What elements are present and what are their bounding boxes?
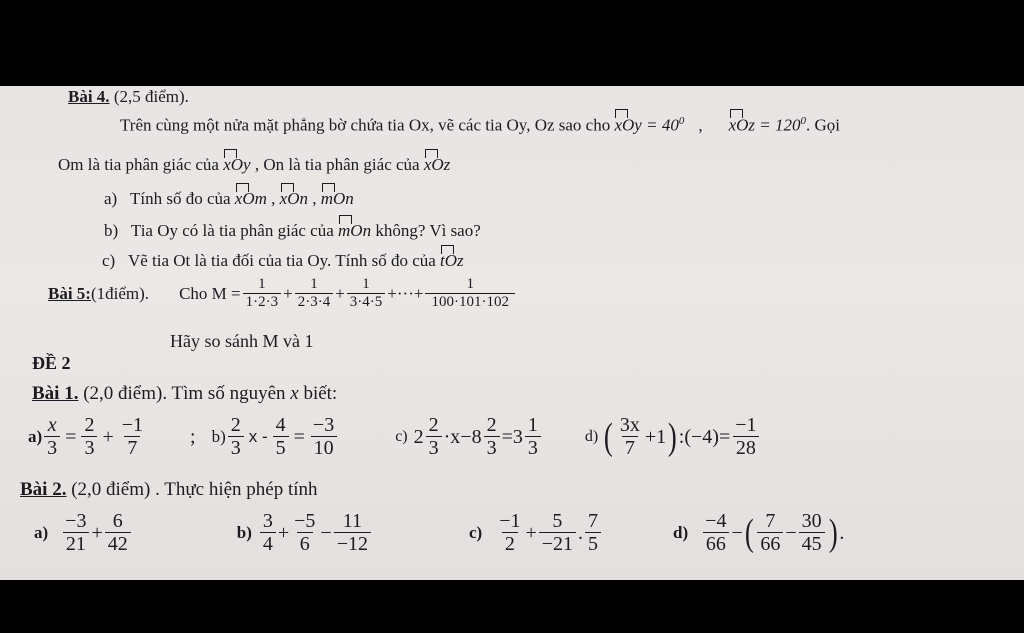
fraction bbox=[310, 414, 337, 459]
fraction bbox=[243, 276, 282, 310]
expr-c-label: c) bbox=[468, 523, 483, 542]
denominator: 45 bbox=[799, 532, 825, 555]
numerator: 1 bbox=[258, 276, 266, 292]
denominator: 66 bbox=[703, 532, 729, 555]
numerator: 3x bbox=[619, 414, 640, 436]
bai1-equations bbox=[28, 414, 762, 459]
numerator: 4 bbox=[275, 414, 286, 436]
numerator: 6 bbox=[112, 510, 123, 532]
denominator: 5 bbox=[585, 532, 601, 555]
numerator: 5 bbox=[552, 510, 563, 532]
bai1-rest2: biết: bbox=[298, 383, 338, 404]
plus-sign: + bbox=[283, 283, 293, 303]
fraction bbox=[119, 414, 146, 459]
item-b-label: b) bbox=[104, 221, 119, 240]
item-c-label: c) bbox=[102, 251, 116, 270]
bai2-title bbox=[20, 480, 318, 499]
denominator: 1·2·3 bbox=[243, 293, 282, 311]
fraction bbox=[425, 276, 515, 310]
angle-xoy-text: xOy = 40 bbox=[614, 115, 679, 135]
numerator: 2 bbox=[428, 414, 439, 436]
angle-xoz-text: xOz = 120 bbox=[728, 115, 801, 135]
denominator: 21 bbox=[63, 532, 89, 555]
angle-toz: tOz bbox=[440, 251, 464, 270]
minus-sign: − bbox=[731, 521, 743, 544]
bai4-heading: Bài 4. bbox=[68, 87, 110, 106]
denominator: 42 bbox=[105, 532, 131, 555]
degree-2: 0 bbox=[800, 115, 806, 127]
item-a-text: Tính số đo của bbox=[129, 189, 235, 208]
variable-x-minus: x - bbox=[248, 427, 268, 446]
fraction bbox=[334, 510, 371, 555]
mixed-number bbox=[414, 414, 444, 459]
fraction bbox=[539, 510, 576, 555]
divide-minus-four: :(−4)= bbox=[678, 425, 731, 448]
numerator: 30 bbox=[801, 510, 822, 532]
eq-d-label: d) bbox=[584, 427, 599, 445]
numerator: 7 bbox=[765, 510, 776, 532]
equals-three: =3 bbox=[501, 425, 523, 448]
numerator: −4 bbox=[705, 510, 727, 532]
item-a-label: a) bbox=[104, 189, 118, 208]
left-paren: ( bbox=[604, 415, 613, 458]
bai4-intro bbox=[120, 116, 840, 134]
denominator: 2·3·4 bbox=[295, 293, 334, 311]
variable-x: x bbox=[290, 383, 299, 404]
denominator: 3 bbox=[484, 436, 500, 459]
equals-sign: = bbox=[65, 425, 77, 448]
right-paren: ) bbox=[668, 415, 677, 458]
intro-suffix: . Gọi bbox=[806, 115, 840, 135]
denominator: 2 bbox=[502, 532, 518, 555]
expr-a-label: a) bbox=[34, 523, 49, 542]
denominator: 3·4·5 bbox=[347, 293, 386, 311]
fraction bbox=[105, 510, 131, 555]
bai2-heading: Bài 2. bbox=[20, 479, 67, 500]
sep-a1: , bbox=[266, 189, 280, 208]
numerator: −1 bbox=[499, 510, 521, 532]
numerator: −5 bbox=[294, 510, 316, 532]
angle-xon: xOn bbox=[279, 189, 308, 208]
fraction bbox=[617, 414, 643, 459]
bai4-item-c bbox=[102, 252, 464, 269]
denominator: 3 bbox=[81, 436, 97, 459]
plus-sign: + bbox=[525, 521, 537, 544]
numerator: −3 bbox=[312, 414, 335, 436]
bai5-cho: Cho M = bbox=[179, 283, 241, 303]
minus-sign: − bbox=[785, 521, 797, 544]
bai5-compare: Hãy so sánh M và 1 bbox=[170, 331, 314, 351]
fraction bbox=[426, 414, 442, 459]
plus-sign: + bbox=[277, 521, 290, 544]
denominator: 6 bbox=[297, 532, 313, 555]
fraction bbox=[732, 414, 759, 459]
item-b-text: Tia Oy có là tia phân giác của bbox=[130, 221, 339, 240]
numerator: 2 bbox=[84, 414, 95, 436]
numerator: 7 bbox=[588, 510, 599, 532]
plus-sign: + bbox=[91, 521, 103, 544]
expr-b-label: b) bbox=[236, 523, 252, 542]
denominator: 66 bbox=[757, 532, 783, 555]
item-c-text: Vẽ tia Ot là tia đối của tia Oy. Tính số đo của bbox=[127, 251, 441, 270]
degree-1: 0 bbox=[678, 115, 685, 127]
angle-xoy-2: xOy bbox=[223, 155, 251, 174]
bai4-item-a bbox=[104, 190, 354, 207]
item-b-suffix: không? Vì sao? bbox=[371, 221, 481, 240]
fraction bbox=[347, 276, 386, 310]
angle-mon: mOn bbox=[320, 189, 354, 208]
left-paren: ( bbox=[744, 511, 754, 554]
denominator: 3 bbox=[228, 436, 244, 459]
denominator: −12 bbox=[334, 532, 371, 555]
period: . bbox=[839, 521, 845, 544]
denominator: 10 bbox=[311, 436, 337, 459]
ellipsis: +···+ bbox=[387, 283, 424, 303]
bai2-expressions bbox=[34, 510, 844, 555]
bai1-heading: Bài 1. bbox=[32, 383, 79, 404]
numerator: x bbox=[47, 414, 57, 436]
bai4-intro-text: Trên cùng một nửa mặt phẳng bờ chứa tia Ox, vẽ các tia Oy, Oz sao cho bbox=[120, 115, 615, 135]
numerator: 2 bbox=[230, 414, 241, 436]
expression-mid: ·x−8 bbox=[443, 425, 482, 448]
angle-xom: xOm bbox=[234, 189, 267, 208]
separator: , bbox=[698, 115, 703, 135]
bai1-title bbox=[32, 384, 337, 403]
plus-one: +1 bbox=[644, 425, 667, 448]
bai2-rest: (2,0 điểm) . Thực hiện phép tính bbox=[66, 479, 318, 500]
fraction bbox=[585, 510, 601, 555]
fraction bbox=[496, 510, 523, 555]
fraction bbox=[484, 414, 500, 459]
right-paren: ) bbox=[828, 511, 838, 554]
numerator: 11 bbox=[342, 510, 362, 532]
bai4-points: (2,5 điểm). bbox=[109, 87, 189, 106]
angle-mon-2: mOn bbox=[338, 221, 372, 240]
plus-sign: + bbox=[102, 425, 114, 448]
angle-xoy bbox=[614, 116, 684, 134]
bai5-points: (1điểm). bbox=[90, 283, 150, 303]
fraction bbox=[81, 414, 97, 459]
numerator: −1 bbox=[735, 414, 757, 436]
numerator: −3 bbox=[65, 510, 87, 532]
numerator: 1 bbox=[527, 414, 538, 436]
fraction bbox=[62, 510, 89, 555]
fraction bbox=[525, 414, 541, 459]
bai5-heading: Bài 5: bbox=[48, 283, 91, 303]
semicolon: ; bbox=[190, 425, 196, 448]
numerator: −1 bbox=[121, 414, 144, 436]
numerator: 3 bbox=[262, 510, 273, 532]
section-de2: ĐỀ 2 bbox=[32, 353, 71, 373]
bai4-line2 bbox=[58, 156, 450, 173]
numerator: 1 bbox=[362, 276, 370, 292]
denominator: 3 bbox=[44, 436, 60, 459]
bai4-title bbox=[68, 88, 189, 105]
denominator: 5 bbox=[273, 436, 289, 459]
denominator: 4 bbox=[260, 532, 276, 555]
line2-mid: , On là tia phân giác của bbox=[250, 155, 424, 174]
fraction bbox=[757, 510, 783, 555]
fraction bbox=[44, 414, 60, 459]
fraction bbox=[291, 510, 318, 555]
eq-b-label: b) bbox=[211, 427, 226, 446]
denominator: 7 bbox=[124, 436, 140, 459]
numerator: 2 bbox=[486, 414, 497, 436]
denominator: 3 bbox=[426, 436, 442, 459]
angle-xoz bbox=[729, 116, 806, 134]
denominator: 100·101·102 bbox=[425, 293, 515, 311]
plus-sign: + bbox=[335, 283, 345, 303]
equals-sign: = bbox=[293, 425, 305, 448]
eq-a-label: a) bbox=[28, 427, 43, 446]
denominator: −21 bbox=[539, 532, 576, 555]
fraction bbox=[260, 510, 276, 555]
worksheet-page bbox=[0, 86, 1024, 580]
minus-sign: − bbox=[320, 521, 332, 544]
multiply-dot: . bbox=[578, 521, 584, 544]
bai4-item-b bbox=[104, 222, 481, 239]
fraction bbox=[799, 510, 825, 555]
line2-text: Om là tia phân giác của bbox=[58, 155, 224, 174]
whole-part: 2 bbox=[413, 425, 424, 448]
numerator: 1 bbox=[466, 276, 474, 292]
denominator: 28 bbox=[733, 436, 759, 459]
sep-a2: , bbox=[307, 189, 321, 208]
denominator: 3 bbox=[525, 436, 541, 459]
fraction bbox=[228, 414, 244, 459]
fraction bbox=[295, 276, 334, 310]
eq-c-label: c) bbox=[395, 427, 408, 445]
denominator: 7 bbox=[622, 436, 638, 459]
fraction bbox=[273, 414, 289, 459]
angle-xoz-2: xOz bbox=[423, 155, 451, 174]
bai1-rest: (2,0 điểm). Tìm số nguyên bbox=[78, 383, 291, 404]
bai5-line bbox=[48, 276, 517, 310]
numerator: 1 bbox=[310, 276, 318, 292]
expr-d-label: d) bbox=[673, 523, 689, 542]
fraction bbox=[702, 510, 729, 555]
